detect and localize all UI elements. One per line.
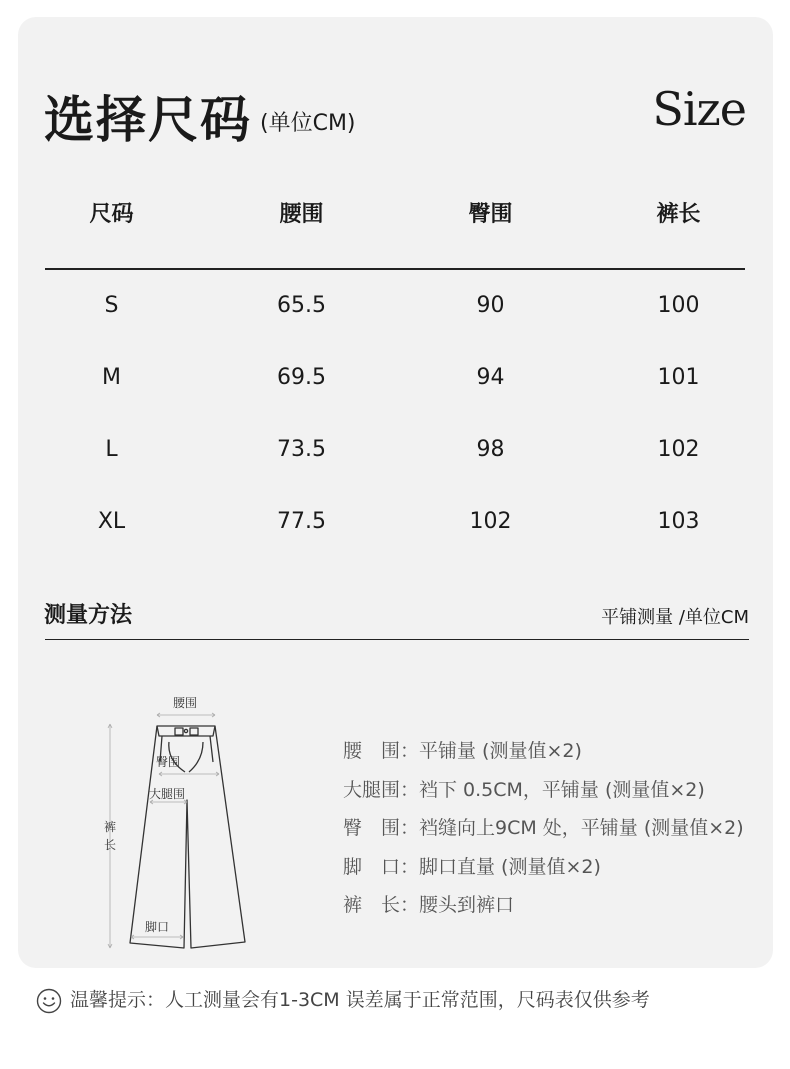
diagram-label-length-1: 裤 [104, 820, 117, 834]
table-cell: 103 [657, 509, 700, 534]
tip-text: 温馨提示：人工测量会有1-3CM 误差属于正常范围，尺码表仅供参考 [70, 989, 650, 1011]
measure-text: 裆缝向上9CM 处，平铺量 (测量值×2) [419, 817, 744, 839]
column-header-waist: 腰围 [279, 202, 324, 227]
size-logo: Size [652, 82, 746, 136]
measure-label: 腰 围： [343, 740, 420, 762]
table-row [45, 358, 745, 398]
table-cell: 100 [657, 293, 700, 318]
list-item [343, 854, 744, 893]
table-divider [45, 268, 745, 270]
page-title: 选择尺码 [44, 91, 252, 149]
measure-list [343, 738, 744, 931]
table-cell: 65.5 [277, 293, 326, 318]
section-divider [45, 639, 749, 640]
diagram-label-hem: 脚口 [145, 920, 170, 934]
table-row [45, 430, 745, 470]
table-cell: XL [97, 509, 126, 534]
measure-text: 脚口直量 (测量值×2) [419, 855, 601, 878]
table-cell: 98 [476, 437, 505, 462]
pants-diagram [95, 690, 260, 960]
list-item [343, 892, 744, 931]
smile-icon [36, 988, 62, 1014]
table-cell: 101 [657, 365, 700, 390]
table-row [45, 286, 745, 326]
list-item [343, 777, 744, 816]
measure-label: 大腿围： [343, 778, 420, 801]
tip-note [36, 985, 650, 1014]
column-header-length: 裤长 [656, 202, 701, 227]
table-cell: M [102, 365, 121, 390]
list-item [343, 815, 744, 854]
table-cell: 94 [476, 365, 505, 390]
diagram-label-length-2: 长 [104, 838, 117, 852]
measure-text: 腰头到裤口 [419, 894, 515, 916]
table-cell: 73.5 [277, 437, 326, 462]
table-cell: 102 [657, 437, 700, 462]
table-cell: 69.5 [277, 365, 326, 390]
table-cell: L [105, 437, 118, 462]
section-title-measure: 测量方法 [44, 603, 133, 628]
table-cell: 90 [476, 293, 505, 318]
table-cell: S [104, 293, 119, 318]
measure-label: 裤 长： [343, 894, 420, 916]
unit-label: (单位CM) [260, 111, 356, 136]
diagram-label-hip: 臀围 [156, 755, 181, 769]
measure-text: 裆下 0.5CM，平铺量 (测量值×2) [419, 778, 705, 801]
table-row [45, 502, 745, 542]
measure-label: 臀 围： [343, 817, 420, 839]
list-item [343, 738, 744, 777]
column-header-size: 尺码 [89, 202, 134, 227]
section-note: 平铺测量 /单位CM [601, 607, 749, 628]
table-cell: 77.5 [277, 509, 326, 534]
measure-text: 平铺量 (测量值×2) [419, 740, 582, 762]
table-cell: 102 [469, 509, 512, 534]
measure-label: 脚 口： [343, 855, 420, 878]
column-header-hip: 臀围 [468, 202, 513, 227]
table-header [45, 195, 745, 235]
diagram-label-waist: 腰围 [173, 696, 198, 710]
diagram-label-thigh: 大腿围 [149, 787, 186, 801]
